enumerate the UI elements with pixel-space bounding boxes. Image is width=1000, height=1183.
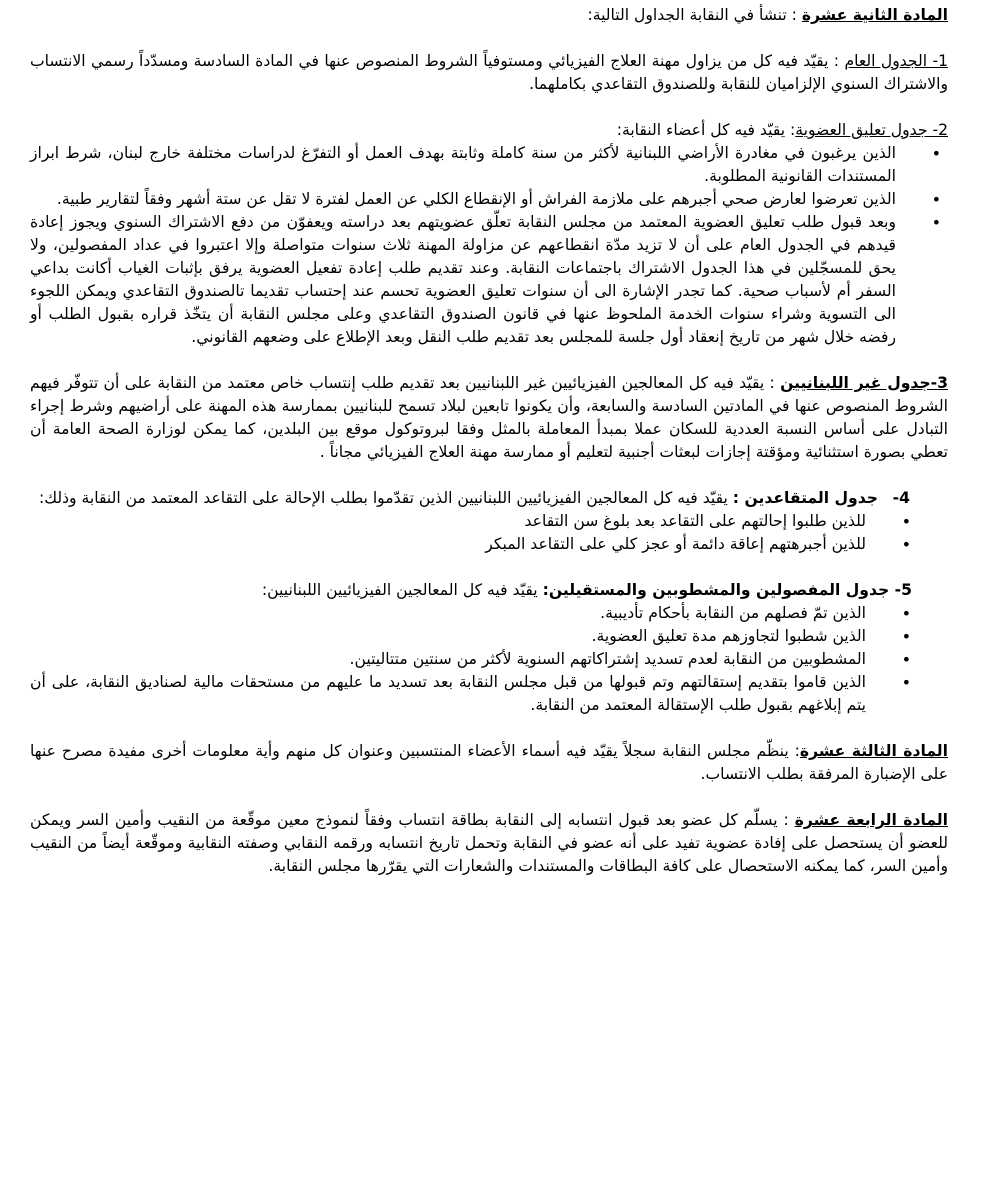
table-5-dismissed [30,579,912,602]
table-4-list [30,510,948,556]
article-12 [30,4,948,27]
table-3-non-lebanese [30,372,948,464]
article-14 [30,809,948,878]
table-4-heading: جدول المتقاعدين : [732,489,878,507]
article-14-heading: المادة الرابعة عشرة [794,811,948,829]
table-1-general [30,50,948,96]
list-item: • وبعد قبول طلب تعليق العضوية المعتمد من مجلس النقابة تعلّق عضويتهم بعد دراسته ويعفوّن من دفع الاشتراك السنوي ويجوز إعادة قيدهم في الجدول العام على أن لا تزيد مدّة انقطاعهم عن مزاولة المهنة ثلاث سنوات متواصلة وإلا اعتبروا في عداد المفصولين، ولا يحق للمسجّلين في هذا الجدول الاشتراك باجتماعات النقابة. وعند تقديم طلب إعادة تفعيل العضوية يرفق بإثبات الغياب أكانت بداعي السفر أم لأسباب صحية. كما تجدر الإشارة الى أن سنوات تعليق العضوية تحسم عند إحتساب تقديما تالصندوق التقاعدي ويمكن اللجوء الى التسوية وشراء سنوات الخدمة الملحوظ عنها في قانون الصندوق التقاعدي وعلى مجلس النقابة أن يتخّذ قراره بقبول الطلب أو رفضه خلال شهر من تاريخ إنعقاد أول جلسة للمجلس بعد تقديم طلب النقل وبعد الإطلاع على وضعهم القانوني. [30,211,896,349]
table-4-retirees [30,487,910,510]
list-item: • المشطوبين من النقابة لعدم تسديد إشتراكاتهم السنوية لأكثر من سنتين متتاليتين. [30,648,866,671]
article-12-text: : تنشأ في النقابة الجداول التالية: [587,6,802,24]
list-item: • الذين تعرضوا لعارض صحي أجبرهم على ملازمة الفراش أو الإنقطاع الكلي عن العمل لفترة لا تقل عن ستة أشهر وفقاً لتقارير طبية. [30,188,896,211]
article-13-heading: المادة الثالثة عشرة [799,742,949,760]
article-13-text: : ينظّم مجلس النقابة سجلاً يقيّد فيه أسماء الأعضاء المنتسبين وعنوان كل منهم وأية معلومات أخرى مفيدة مصرح عنها على الإضبارة المرفقة بطلب الانتساب. [30,742,948,783]
table-3-heading: 3-جدول غير اللبنانيين [780,374,949,392]
article-14-text: : يسلّم كل عضو بعد قبول انتسابه إلى النقابة بطاقة انتساب وفقاً لنموذج معين موقّعة من النقيب وأمين السر ويمكن للعضو أن يستحصل على إفادة عضوية تفيد على أنه عضو في النقابة وتحمل تاريخ انتسابه ورقمه النقابي وصفته النقابية وموقّعة أيضاً من النقيب وأمين السر، كما يمكنه الاستحصال على كافة البطاقات والمستندات والشعارات التي يقرّرها مجلس النقابة. [30,811,948,875]
table-4-number: 4- [892,489,910,507]
table-3-text: : يقيّد فيه كل المعالجين الفيزيائيين غير اللبنانيين بعد تقديم طلب إنتساب خاص معتمد من النقابة على أن تتوفّر فيهم الشروط المنصوص عنها في المادتين السادسة والسابعة، وأن يكونوا تابعين لبلاد تسمح للبنانيين بممارسة هذه المهنة على أراضيهم وشرط إجراء التبادل على أساس النسبة العددية للسكان عملا بمبدأ المعاملة بالمثل وفقا لبروتوكول موقع بين البلدين، كما يمكن لوزارة الصحة العامة أن تعطي بصورة استثنائية ومؤقتة إجازات لبعثات أجنبية لتعليم أو ممارسة مهنة العلاج الفيزيائي مجاناً . [30,374,948,461]
list-item: • للذين طلبوا إحالتهم على التقاعد بعد بلوغ سن التقاعد [30,510,866,533]
list-item: • الذين يرغبون في مغادرة الأراضي اللبنانية لأكثر من سنة كاملة وثابتة بهدف العمل أو التفرّغ لدراسات مختلفة خارج لبنان، شرط ابراز المستندات القانونية المطلوبة. [30,142,896,188]
article-12-heading: المادة الثانية عشرة [801,6,948,24]
table-2-list [30,142,948,349]
table-1-text: : يقيّد فيه كل من يزاول مهنة العلاج الفيزيائي ومستوفياً الشروط المنصوص عنها في المادة السادسة ومسدّداً رسمي الانتساب والاشتراك السنوي الإلزاميان للنقابة وللصندوق التقاعدي بكاملهما. [30,52,948,93]
table-2-text: : يقيّد فيه كل أعضاء النقابة: [616,121,796,139]
table-4-text: يقيّد فيه كل المعالجين الفيزيائيين اللبنانيين الذين تقدّموا بطلب الإحالة على التقاعد المعتمد من النقابة وذلك: [38,489,733,507]
table-5-list [30,602,948,717]
list-item: • الذين قاموا بتقديم إستقالتهم وتم قبولها من قبل مجلس النقابة بعد تسديد ما عليهم من مستحقات مالية لصناديق النقابة، على أن يتم إبلاغهم بقبول طلب الإستقالة المعتمد من النقابة. [30,671,866,717]
list-item: • للذين أجبرهتهم إعاقة دائمة أو عجز كلي على التقاعد المبكر [30,533,866,556]
table-5-heading: 5- جدول المفصولين والمشطوبين والمستقيلين: [542,581,912,599]
table-5-text: يقيّد فيه كل المعالجين الفيزيائيين اللبنانيين: [261,581,543,599]
table-2-heading: 2- جدول تعليق العضوية [795,121,948,139]
list-item: • الذين تمّ فصلهم من النقابة بأحكام تأديبية. [30,602,866,625]
list-item: • الذين شطبوا لتجاوزهم مدة تعليق العضوية. [30,625,866,648]
table-2-suspension [30,119,948,142]
table-1-heading: 1- الجدول العام [844,52,949,70]
article-13 [30,740,948,786]
